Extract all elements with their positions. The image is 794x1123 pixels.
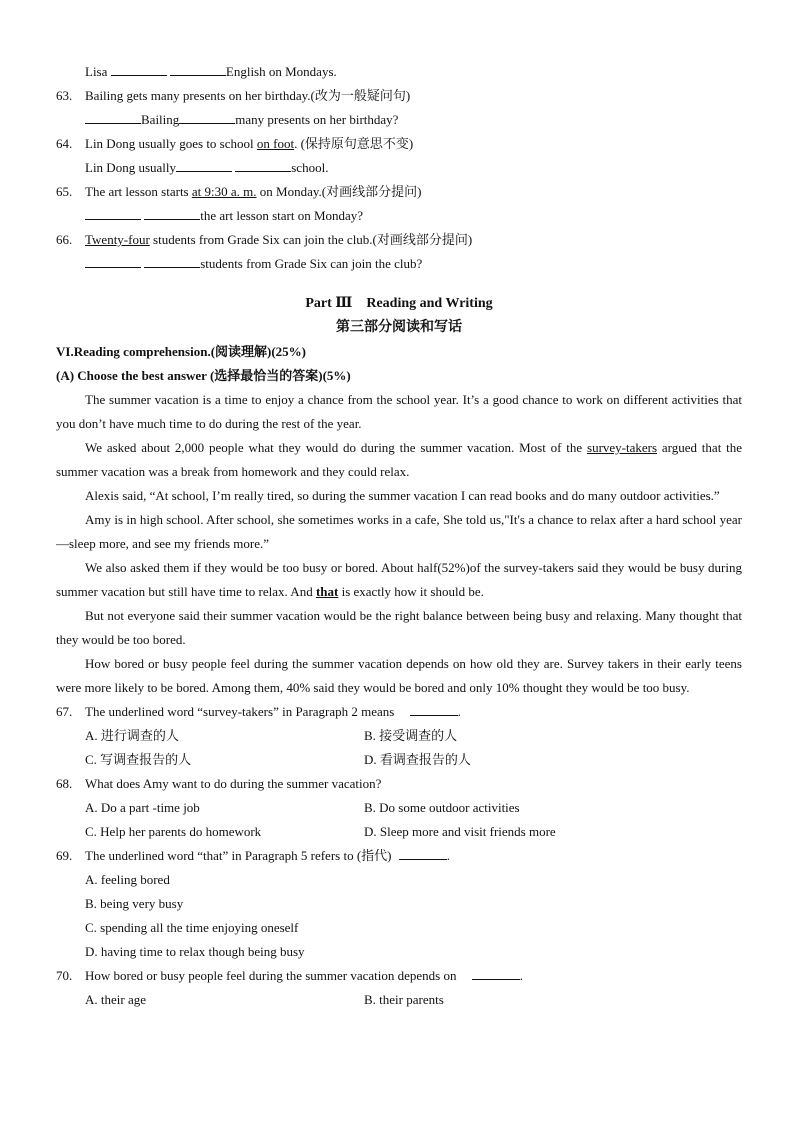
subsection-title: (A) Choose the best answer (选择最恰当的答案)(5%)	[56, 368, 351, 383]
question-text: The underlined word “that” in Paragraph 5 refers to (指代)	[85, 848, 392, 863]
answer-text: school.	[291, 160, 329, 175]
passage-paragraph-7: How bored or busy people feel during the summer vacation depends on how old they are. Survey takers in their early teens were more likely to be bored. Among them, 40% said they would be bored and only 10% thought they would be too busy.	[56, 656, 742, 695]
option-a[interactable]: A. feeling bored	[85, 872, 170, 887]
blank[interactable]	[144, 205, 200, 220]
q69-option-d-row	[56, 940, 742, 964]
q69-question: 69. The underlined word “that” in Paragraph 5 refers to (指代) .	[56, 844, 742, 868]
underlined-text: on foot	[256, 136, 295, 151]
option-c[interactable]: C. 写调查报告的人	[85, 752, 192, 767]
q65-question	[56, 180, 742, 204]
question-number: 68.	[56, 776, 73, 791]
underlined-text: Twenty-four	[85, 232, 150, 247]
question-text: students from Grade Six can join the club.(对画线部分提问)	[149, 232, 473, 247]
blank[interactable]	[111, 61, 167, 76]
answer-text: the art lesson start on Monday?	[200, 208, 364, 223]
underlined-word-that: that	[315, 584, 339, 599]
q67-options-row-2	[56, 748, 742, 772]
passage-paragraph-5: We also asked them if they would be too busy or bored. About half(52%)of the survey-takers said they would be busy during summer vacation but still have time to relax. And that is exactly how it should be.	[56, 560, 742, 599]
question-text: The underlined word “survey-takers” in Paragraph 2 means	[85, 704, 395, 719]
q69-option-c-row	[56, 916, 742, 940]
question-number: 69.	[56, 848, 73, 863]
q66-answer-line	[56, 252, 742, 276]
question-number: 65.	[56, 184, 73, 199]
option-a[interactable]: A. their age	[85, 992, 147, 1007]
option-c[interactable]: C. Help her parents do homework	[85, 824, 262, 839]
passage-paragraph-6: But not everyone said their summer vacation would be the right balance between being busy and relaxing. Many thought that they would be too bored.	[56, 608, 742, 647]
q69-option-b-row	[56, 892, 742, 916]
option-d[interactable]: D. having time to relax though being busy	[85, 944, 305, 959]
answer-text: Lin Dong usually	[85, 160, 176, 175]
q62-answer-line	[56, 60, 742, 84]
q65-answer-line	[56, 204, 742, 228]
q68-options-row-2	[56, 820, 742, 844]
blank[interactable]	[179, 109, 235, 124]
section-title: VI.Reading comprehension.(阅读理解)(25%)	[56, 344, 307, 359]
q64-question	[56, 132, 742, 156]
option-d[interactable]: D. 看调查报告的人	[364, 752, 471, 767]
question-text: What does Amy want to do during the summer vacation?	[85, 776, 382, 791]
passage-paragraph-3: Alexis said, “At school, I’m really tired, so during the summer vacation I can read books and do many outdoor activities.”	[85, 488, 720, 503]
question-text: Lin Dong usually goes to school	[85, 136, 257, 151]
part-subtitle: 第三部分阅读和写话	[336, 320, 462, 335]
option-b[interactable]: B. Do some outdoor activities	[364, 800, 520, 815]
blank[interactable]	[85, 253, 141, 268]
blank[interactable]	[176, 157, 232, 172]
blank[interactable]	[410, 701, 458, 716]
answer-text: students from Grade Six can join the club?	[200, 256, 423, 271]
q66-question	[56, 228, 742, 252]
question-text: . (保持原句意思不变)	[294, 136, 414, 151]
option-a[interactable]: A. Do a part -time job	[85, 800, 200, 815]
q63-question	[56, 84, 742, 108]
question-text: on Monday.(对画线部分提问)	[256, 184, 422, 199]
q68-question	[56, 772, 742, 796]
answer-text: Bailing	[141, 112, 180, 127]
question-number: 67.	[56, 704, 73, 719]
q70-question: 70. How bored or busy people feel during the summer vacation depends on .	[56, 964, 742, 988]
answer-text: many presents on her birthday?	[235, 112, 399, 127]
blank[interactable]	[399, 845, 447, 860]
q70-options-row-1	[56, 988, 742, 1012]
option-d[interactable]: D. Sleep more and visit friends more	[364, 824, 556, 839]
underlined-text: at 9:30 a. m.	[191, 184, 257, 199]
q69-option-a-row	[56, 868, 742, 892]
option-a[interactable]: A. 进行调查的人	[85, 728, 179, 743]
blank[interactable]	[472, 965, 520, 980]
option-b[interactable]: B. their parents	[364, 992, 444, 1007]
question-number: 64.	[56, 136, 73, 151]
passage-paragraph-1: The summer vacation is a time to enjoy a chance from the school year. It’s a good chance to work on different activities that you don’t have much time to do during the rest of the year.	[56, 392, 742, 431]
question-text: Bailing gets many presents on her birthday.(改为一般疑问句)	[85, 88, 411, 103]
q63-answer-line	[56, 108, 742, 132]
question-text: How bored or busy people feel during the summer vacation depends on	[85, 968, 457, 983]
passage-paragraph-4: Amy is in high school. After school, she sometimes works in a cafe, She told us,"It's a chance to relax after a hard school year—sleep more, and see my friends more.”	[56, 512, 742, 551]
passage-paragraph-2: We asked about 2,000 people what they would do during the summer vacation. Most of the survey-takers argued that the summer vacation was a break from homework and they could relax.	[56, 440, 743, 479]
answer-text: English on Mondays.	[225, 64, 337, 79]
blank[interactable]	[144, 253, 200, 268]
part-title: Part Ⅲ Reading and Writing	[305, 296, 493, 311]
question-number: 70.	[56, 968, 73, 983]
answer-text: Lisa	[85, 64, 108, 79]
option-b[interactable]: B. being very busy	[85, 896, 184, 911]
blank[interactable]	[170, 61, 226, 76]
q67-options-row-1	[56, 724, 742, 748]
option-b[interactable]: B. 接受调查的人	[364, 728, 458, 743]
question-number: 63.	[56, 88, 73, 103]
blank[interactable]	[85, 109, 141, 124]
question-text: The art lesson starts	[85, 184, 192, 199]
option-c[interactable]: C. spending all the time enjoying oneself	[85, 920, 299, 935]
blank[interactable]	[235, 157, 291, 172]
blank[interactable]	[85, 205, 141, 220]
q68-options-row-1	[56, 796, 742, 820]
exam-page	[56, 60, 742, 1012]
underlined-word-survey-takers: survey-takers	[587, 440, 658, 455]
q67-question: 67. The underlined word “survey-takers” in Paragraph 2 means .	[56, 700, 742, 724]
q64-answer-line	[56, 156, 742, 180]
question-number: 66.	[56, 232, 73, 247]
